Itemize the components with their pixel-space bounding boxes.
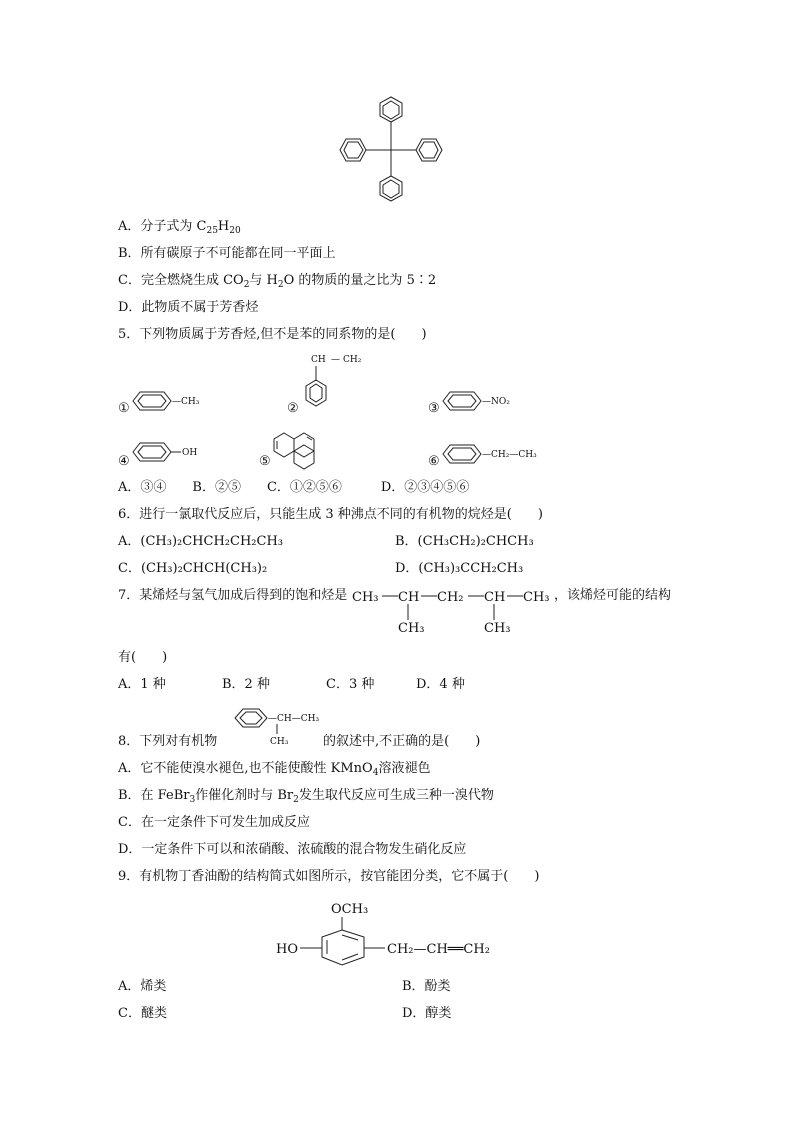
label-6: ⑥ [428,454,440,469]
q8-stem-post: 的叙述中,不正确的是( ) [323,734,481,749]
svg-text:—CH—CH₃: —CH—CH₃ [268,714,320,724]
svg-text:CH₃: CH₃ [398,621,425,636]
svg-text:CH₂: CH₂ [437,590,464,605]
q4-option-d: D．此物质不属于芳香烃 [118,300,259,315]
svg-text:CH: CH [484,590,506,605]
q4-option-c: C．完全燃烧生成 $CO_2$与 $H_2O$ 的物质的量之比为 5∶2 [118,273,437,290]
q7-option-c: C．3 种 [326,677,375,692]
q6-stem: 6．进行一氯取代反应后，只能生成 3 种沸点不同的有机物的烷烃是( ) [118,507,543,522]
vinyl-ch: CH [311,355,326,365]
svg-text:CH₃: CH₃ [352,590,379,605]
q5-stem: 5．下列物质属于芳香烃,但不是苯的同系物的是( ) [118,327,427,342]
svg-text:CH₃: CH₃ [484,621,511,636]
q9-option-b: B．酚类 [402,979,451,994]
group-ch3: —CH₃ [172,397,200,407]
svg-text:CH₃: CH₃ [523,590,550,605]
q7-stem-pre: 7．某烯烃与氢气加成后得到的饱和烃是 [118,588,348,603]
q6-option-b: B．(CH₃CH₂)₂CHCH₃ [395,534,534,549]
q9-option-c: C．醚类 [118,1006,167,1021]
q7-option-a: A．1 种 [118,677,166,692]
q6-option-a: A．(CH₃)₂CHCH₂CH₂CH₃ [118,534,284,549]
group-no2: —NO₂ [482,397,510,407]
q7-stem-end: 有( ) [118,650,168,665]
q7-option-d: D．4 种 [416,677,465,692]
q9-option-d: D．醇类 [402,1006,452,1021]
svg-text:CH: CH [398,590,420,605]
q5-choices: A．③④ B．②⑤ C．①②⑤⑥ D．②③④⑤⑥ [118,480,470,495]
q7-stem-post: ，该烯烃可能的结构 [554,588,672,603]
q6-option-c: C．(CH₃)₂CHCH(CH₃)₂ [118,561,268,576]
vinyl-dash: — [331,355,340,365]
group-oh: OH [182,448,198,458]
label-3: ③ [428,401,440,416]
q8-option-d: D．一定条件下可以和浓硝酸、浓硫酸的混合物发生硝化反应 [118,842,467,857]
q9-stem: 9．有机物丁香油酚的结构简式如图所示，按官能团分类，它不属于( ) [118,869,540,884]
svg-text:OCH₃: OCH₃ [331,902,369,917]
group-ethyl: —CH₂—CH₃ [482,450,537,460]
label-2: ② [287,401,299,416]
q6-option-d: D．(CH₃)₃CCH₂CH₃ [395,561,524,576]
q4-option-a: A．分子式为 $C_{25}H_{20}$ [118,219,241,236]
q8-option-b: B．在 FeBr$_3$作催化剂时与 $Br_2$发生取代反应可生成三种一溴代物 [118,788,494,805]
label-1: ① [118,401,130,416]
q8-stem-pre: 8．下列对有机物 [118,734,218,749]
svg-text:CH₃: CH₃ [270,737,289,747]
label-4: ④ [118,454,130,469]
q8-option-c: C．在一定条件下可发生加成反应 [118,815,310,830]
label-5: ⑤ [259,454,271,469]
svg-text:CH₂—CH══CH₂: CH₂—CH══CH₂ [387,942,490,957]
vinyl-ch2: CH₂ [343,355,362,365]
q8-option-a: A．它不能使溴水褪色,也不能使酸性 KMnO$_4$溶液褪色 [118,761,431,778]
q4-option-b: B．所有碳原子不可能都在同一平面上 [118,246,336,261]
q9-option-a: A．烯类 [118,979,167,994]
q7-option-b: B．2 种 [222,677,270,692]
svg-text:HO: HO [276,942,298,957]
